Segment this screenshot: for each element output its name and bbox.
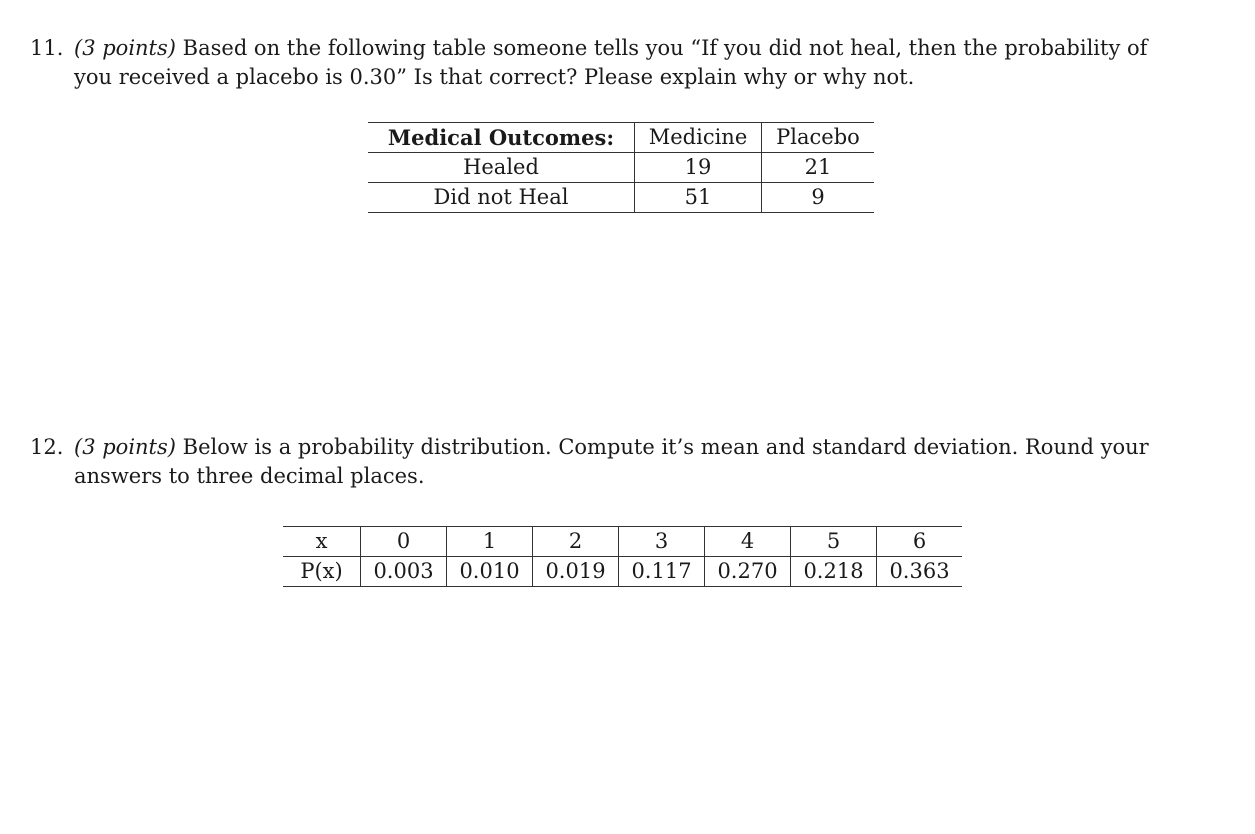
table-cell-p: 0.117 <box>619 557 705 587</box>
table-cell-p: 0.218 <box>791 557 877 587</box>
table-cell-p-label: P(x) <box>283 557 361 587</box>
table-cell-x: 1 <box>447 527 533 557</box>
table-cell: Did not Heal <box>368 183 635 213</box>
question-12-number: 12. <box>30 435 64 459</box>
table-cell-p: 0.003 <box>361 557 447 587</box>
table-cell-p: 0.010 <box>447 557 533 587</box>
question-12-text-1: Below is a probability distribution. Compute it’s mean and standard deviation. Round your <box>182 435 1149 459</box>
table-cell-x: 0 <box>361 527 447 557</box>
table-cell-x: 3 <box>619 527 705 557</box>
table-row <box>368 183 874 213</box>
question-11-line-2: you received a placebo is 0.30” Is that correct? Please explain why or why not. <box>74 65 915 89</box>
question-11-number: 11. <box>30 36 64 60</box>
table-cell: 9 <box>762 183 875 213</box>
probability-distribution-table <box>283 526 962 587</box>
table-cell: 19 <box>635 153 762 183</box>
table-header-cell: Placebo <box>762 123 875 153</box>
table-cell: 51 <box>635 183 762 213</box>
question-12-line-2: answers to three decimal places. <box>74 464 425 488</box>
table-header-cell: Medicine <box>635 123 762 153</box>
table-cell-x-label: x <box>283 527 361 557</box>
question-12-line-1 <box>30 433 1180 462</box>
table-cell-p: 0.363 <box>877 557 963 587</box>
question-11-line-1 <box>30 34 1180 63</box>
table-cell: 21 <box>762 153 875 183</box>
table-row-x <box>283 527 962 557</box>
table-cell: Healed <box>368 153 635 183</box>
table-cell-x: 4 <box>705 527 791 557</box>
question-11-points: (3 points) <box>74 36 176 60</box>
table-cell-x: 2 <box>533 527 619 557</box>
question-12 <box>30 433 1180 491</box>
table-cell-x: 6 <box>877 527 963 557</box>
medical-outcomes-table <box>368 122 874 213</box>
question-11-text-1: Based on the following table someone tells you “If you did not heal, then the probability of <box>182 36 1148 60</box>
table-row-p <box>283 557 962 587</box>
table-row <box>368 153 874 183</box>
table-cell-x: 5 <box>791 527 877 557</box>
question-12-points: (3 points) <box>74 435 176 459</box>
table-header-row <box>368 123 874 153</box>
question-11 <box>30 34 1180 92</box>
table-cell-p: 0.270 <box>705 557 791 587</box>
table-cell-p: 0.019 <box>533 557 619 587</box>
table-header-cell: Medical Outcomes: <box>368 123 635 153</box>
